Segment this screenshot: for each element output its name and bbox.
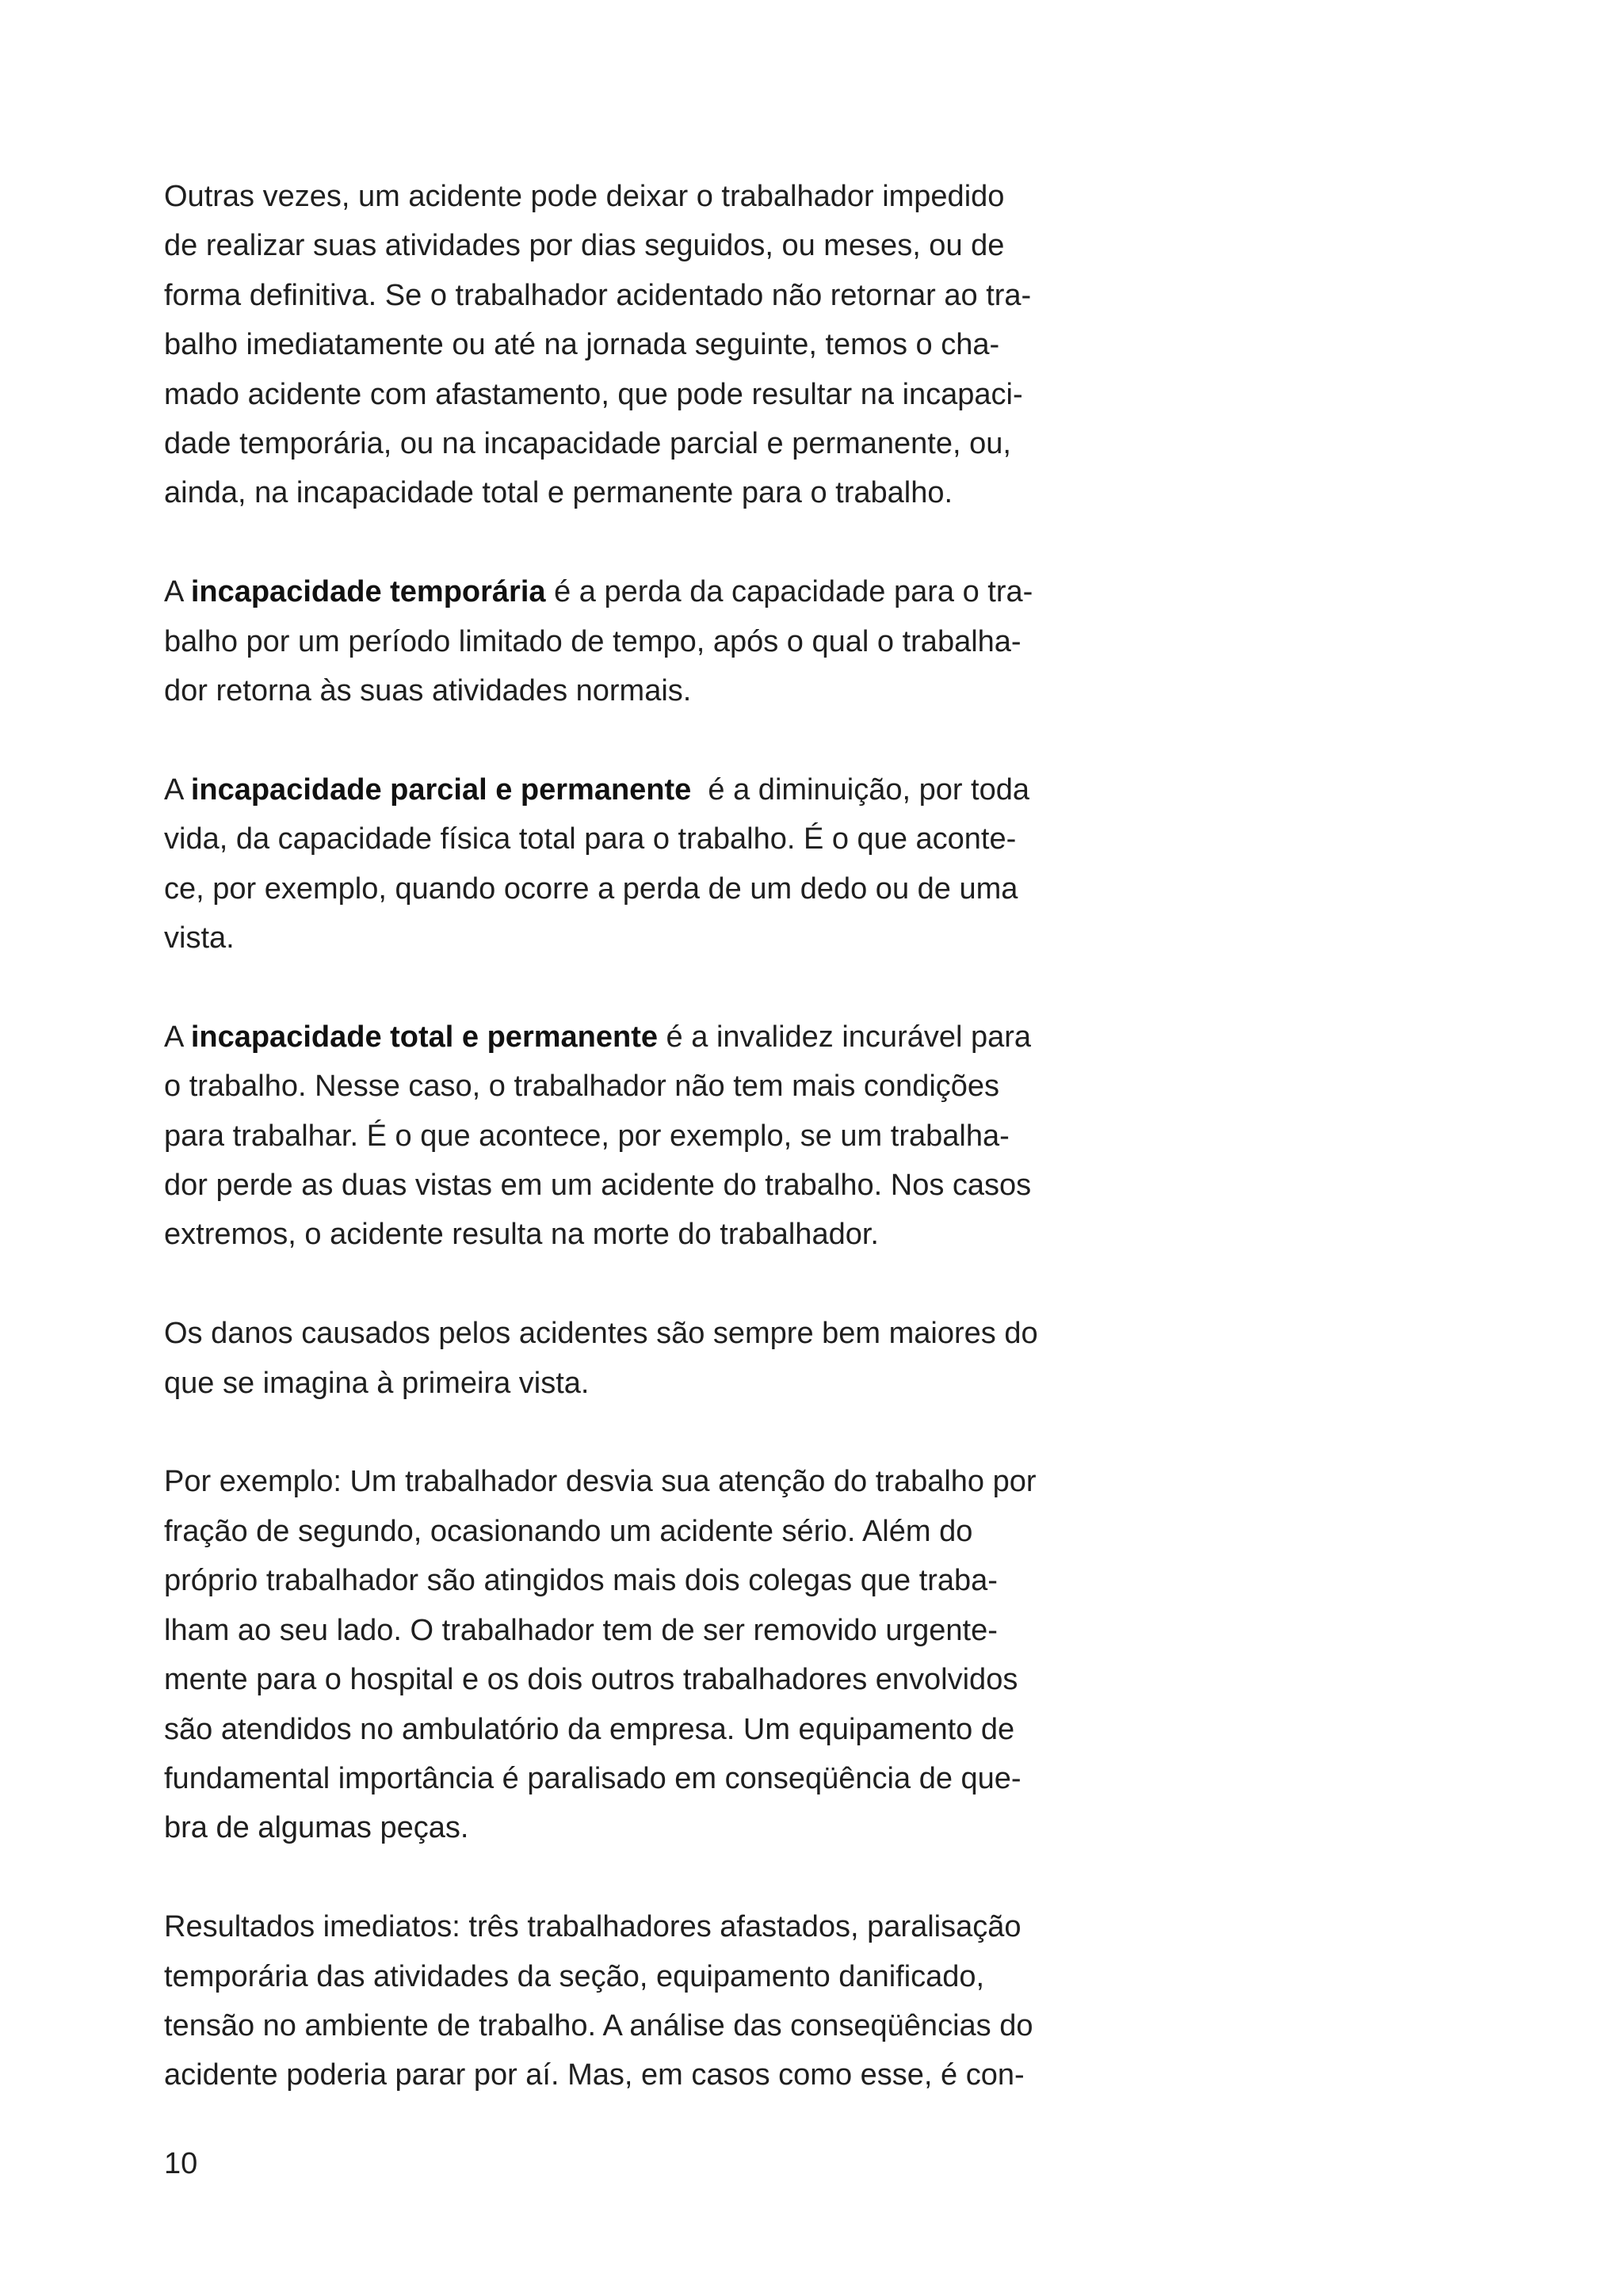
text-line: tensão no ambiente de trabalho. A análise das conseqüências do (164, 2008, 1033, 2042)
text-line (164, 567, 1064, 616)
paragraph-danos (164, 1309, 1064, 1408)
text-line: balho imediatamente ou até na jornada seguinte, temos o cha- (164, 328, 1000, 362)
line-lead: A (164, 772, 191, 807)
paragraph-incapacidade-parcial (164, 765, 1064, 963)
page-number: 10 (164, 2147, 198, 2180)
text-line: ce, por exemplo, quando ocorre a perda de um dedo ou de uma (164, 871, 1018, 906)
line-rest: é a diminuição, por toda (691, 772, 1030, 807)
text-line: próprio trabalhador são atingidos mais dois colegas que traba- (164, 1564, 998, 1598)
text-line: temporária das atividades da seção, equipamento danificado, (164, 1959, 985, 1993)
text-line: vida, da capacidade física total para o trabalho. É o que aconte- (164, 822, 1017, 856)
text-line: lham ao seu lado. O trabalhador tem de ser removido urgente- (164, 1613, 998, 1647)
text-line: Resultados imediatos: três trabalhadores afastados, paralisação (164, 1910, 1022, 1944)
text-line: de realizar suas atividades por dias seguidos, ou meses, ou de (164, 229, 1005, 263)
text-line: extremos, o acidente resulta na morte do trabalhador. (164, 1218, 879, 1252)
body-text (164, 172, 1064, 2149)
paragraph-incapacidade-total (164, 1013, 1064, 1260)
text-line (164, 1013, 1064, 1062)
text-line: forma definitiva. Se o trabalhador acidentado não retornar ao tra- (164, 278, 1032, 312)
text-line: vista. (164, 921, 235, 955)
text-line: ainda, na incapacidade total e permanente para o trabalho. (164, 476, 953, 510)
text-line: acidente poderia parar por aí. Mas, em casos como esse, é con- (164, 2058, 1025, 2092)
line-rest: é a perda da capacidade para o tra- (545, 575, 1033, 609)
text-line: fundamental importância é paralisado em conseqüência de que- (164, 1761, 1022, 1795)
text-line: para trabalhar. É o que acontece, por exemplo, se um trabalha- (164, 1119, 1010, 1153)
text-line: dor perde as duas vistas em um acidente do trabalho. Nos casos (164, 1169, 1032, 1203)
text-line: mado acidente com afastamento, que pode resultar na incapaci- (164, 377, 1023, 411)
bold-term: incapacidade temporária (190, 575, 546, 609)
text-line: mente para o hospital e os dois outros trabalhadores envolvidos (164, 1663, 1018, 1697)
text-line: Por exemplo: Um trabalhador desvia sua atenção do trabalho por (164, 1465, 1037, 1499)
paragraph-afastamento (164, 172, 1064, 518)
text-line: balho por um período limitado de tempo, após o qual o trabalha- (164, 624, 1022, 658)
text-line: que se imagina à primeira vista. (164, 1366, 590, 1400)
bold-term: incapacidade total e permanente (190, 1020, 658, 1054)
line-lead: A (164, 575, 191, 609)
text-line (164, 765, 1064, 814)
text-line: bra de algumas peças. (164, 1811, 469, 1845)
text-line: fração de segundo, ocasionando um acidente sério. Além do (164, 1514, 973, 1548)
text-line: dade temporária, ou na incapacidade parcial e permanente, ou, (164, 427, 1011, 461)
text-line: Os danos causados pelos acidentes são sempre bem maiores do (164, 1317, 1038, 1351)
paragraph-exemplo (164, 1457, 1064, 1852)
text-line: dor retorna às suas atividades normais. (164, 674, 692, 708)
text-line: Outras vezes, um acidente pode deixar o trabalhador impedido (164, 180, 1005, 213)
text-line: são atendidos no ambulatório da empresa. Um equipamento de (164, 1712, 1015, 1746)
paragraph-resultados (164, 1902, 1064, 2100)
bold-term: incapacidade parcial e permanente (190, 772, 692, 807)
line-rest: é a invalidez incurável para (658, 1020, 1032, 1054)
line-lead: A (164, 1020, 191, 1054)
paragraph-incapacidade-temporaria (164, 567, 1064, 715)
text-line: o trabalho. Nesse caso, o trabalhador não tem mais condições (164, 1070, 1000, 1104)
